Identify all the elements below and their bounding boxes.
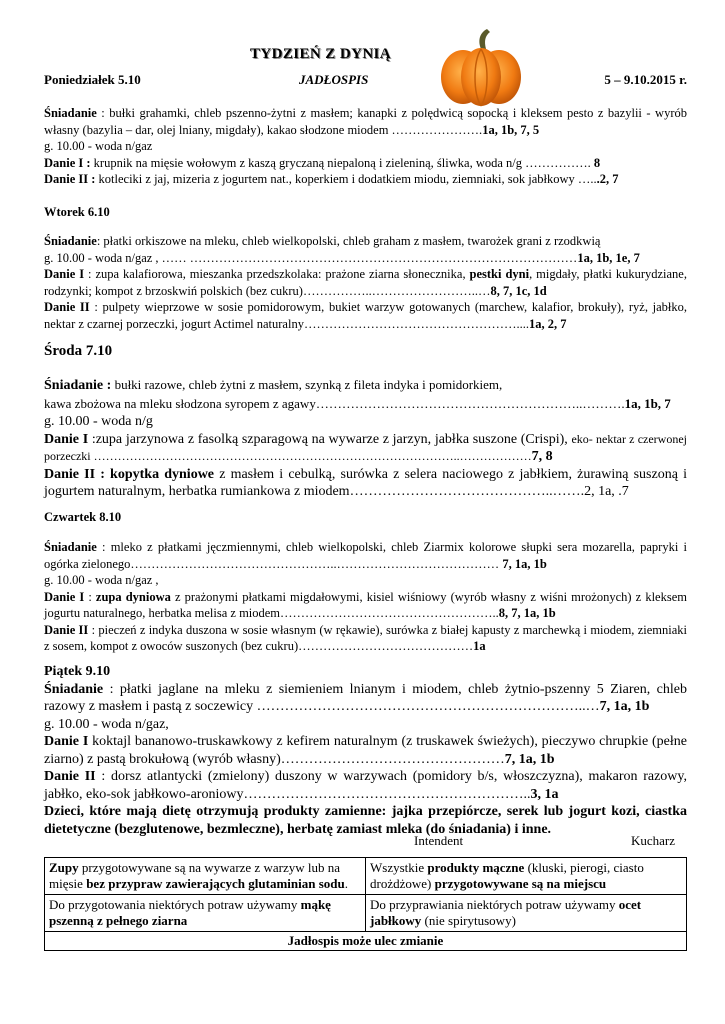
info-table — [44, 857, 687, 951]
thursday-snack: g. 10.00 - woda n/gaz , — [44, 573, 159, 587]
info-footer: Jadłospis może ulec zmianie — [45, 932, 687, 951]
diet-note: Dzieci, które mają dietę otrzymują produkty zamienne: jajka przepiórcze, serek lub jogurt kozi, ciastka dietetyczne (bezglutenowe, bezmleczne), herbatę zamiast mleka (do śniadania) i inne. — [44, 804, 687, 837]
wednesday-dish-2: Danie II : kopytka dyniowe z masłem i cebulką, surówka z selera naciowego z jabłkiem, żurawiną suszoną i jogurtem naturalnym, herbatka rumiankowa z miodem……………………………………..…….2, 1a, .7 — [44, 466, 687, 499]
signature-cook: Kucharz — [630, 833, 675, 848]
info-row-2 — [45, 895, 687, 932]
tuesday-dish-2: Danie II : pulpety wieprzowe w sosie pomidorowym, bukiet warzyw gotowanych (marchew, kalafior, brokuły), ryż, jabłko, nektar z czarnej porzeczki, jogurt Actimel naturalny……………………………………………....1a, 2, 7 — [44, 300, 687, 331]
title-area — [44, 0, 687, 80]
wednesday-dish-1: Danie I :zupa jarzynowa z fasolką szparagową na wywarze z jarzyn, jabłka suszone (Crispi), eko- nektar z czerwonej porzeczki ………………………………………………………………………………..………………7, 8 — [44, 431, 687, 464]
header-document-name: JADŁOSPIS — [299, 72, 369, 87]
info-cell-vinegar: Do przyprawiania niektórych potraw używamy ocet jabłkowy (nie spirytusowy) — [366, 895, 687, 932]
monday-dish-1: Danie I : krupnik na mięsie wołowym z kaszą gryczaną niepaloną i zieleniną, śliwka, woda n/g ……………. 8 — [44, 155, 601, 170]
tuesday-breakfast: Śniadanie: płatki orkiszowe na mleku, chleb wielkopolski, chleb graham z masłem, twarożek grani z rzodkwią — [44, 234, 601, 248]
monday-dish-2: Danie II : kotleciki z jaj, mizeria z jogurtem nat., koperkiem i dodatkiem miodu, ziemniaki, sok jabłkowy …...2, 7 — [44, 172, 619, 186]
info-cell-flour-products: Wszystkie produkty mączne (kluski, pierogi, ciasto drożdżowe) przygotowywane są na miejscu — [366, 858, 687, 895]
pumpkin-icon — [437, 27, 525, 109]
wednesday-snack: g. 10.00 - woda n/g — [44, 414, 153, 429]
thursday-menu — [44, 539, 687, 655]
header-dates: 5 – 9.10.2015 r. — [604, 72, 687, 87]
friday-dish-2: Danie II : dorsz atlantycki (zmielony) duszony w warzywach (pomidory b/s, włoszczyzna), makaron razowy, jabłko, eko-sok jabłkowo-aroniowy……………………………………………………..3, 1a — [44, 769, 687, 802]
tuesday-heading: Wtorek 6.10 — [44, 205, 110, 219]
signature-intendent: Intendent — [414, 833, 464, 848]
friday-heading: Piątek 9.10 — [44, 664, 111, 679]
tuesday-menu — [44, 233, 687, 332]
friday-breakfast: Śniadanie : płatki jaglane na mleku z siemieniem lnianym i miodem, chleb żytnio-pszenny 5 Ziaren, chleb razowy z masłem i pastą z soczewicy ……………………………………………………………..…7, 1a, 1b — [44, 681, 687, 714]
info-cell-flour: Do przygotowania niektórych potraw używamy mąkę pszenną z pełnego ziarna — [45, 895, 366, 932]
info-row-1 — [45, 858, 687, 895]
page-title: TYDZIEŃ Z DYNIĄ — [250, 46, 392, 62]
monday-snack: g. 10.00 - woda n/gaz — [44, 139, 153, 153]
tuesday-snack: g. 10.00 - woda n/gaz , …… …………………………………………………………………………………1a, 1b, 1e, 7 — [44, 250, 640, 265]
info-cell-soups: Zupy przygotowywane są na wywarze z warzyw lub na mięsie bez przypraw zawierających glutaminian sodu. — [45, 858, 366, 895]
wednesday-breakfast-2: kawa zbożowa na mleku słodzona syropem z agawy……………………………………………………..……….1a, 1b, 7 — [44, 395, 671, 411]
info-row-footer — [45, 932, 687, 951]
friday-snack: g. 10.00 - woda n/gaz, — [44, 716, 169, 732]
friday-dish-1: Danie I koktajl bananowo-truskawkowy z kefirem naturalnym (z truskawek świeżych), pieczywo chrupkie (pełne ziarno) z pastą brokułową (wyrób własny)…………………………………………7, 1a, 1b — [44, 734, 687, 767]
header-day: Poniedziałek 5.10 — [44, 72, 141, 87]
thursday-heading: Czwartek 8.10 — [44, 510, 122, 524]
friday-block — [44, 663, 687, 838]
header-row — [44, 72, 687, 90]
wednesday-menu — [44, 376, 687, 501]
wednesday-heading: Środa 7.10 — [44, 343, 113, 359]
thursday-breakfast: Śniadanie : mleko z płatkami jęczmiennymi, chleb wielkopolski, chleb Ziarmix kolorowe słupki sera mozarella, papryki i ogórka zielonego…………………………………………..………………………………… 7, 1a, 1b — [44, 540, 687, 571]
wednesday-block — [44, 343, 687, 361]
thursday-dish-1: Danie I : zupa dyniowa z prażonymi płatkami migdałowymi, kisiel wiśniowy (wyrób własny z wiśni mrożonych) z kleksem jogurtu naturalnego, herbatka melisa z miodem……………………………………………..8, 7, 1a, 1b — [44, 589, 687, 620]
thursday-dish-2: Danie II : pieczeń z indyka duszona w sosie własnym (w rękawie), surówka z białej kapusty z marchewką i miodem, ziemniaki z sosem, kompot z owoców suszonych (bez cukru)……………………………………1a — [44, 622, 688, 653]
tuesday-dish-1: Danie I : zupa kalafiorowa, mieszanka przedszkolaka: prażone ziarna słonecznika, pestki dyni, migdały, płatki kukurydziane, rodzynki; kompot z brzoskwiń polskich (bez cukru)……………..……………………..…8, 7, 1c, 1d — [44, 267, 687, 298]
thursday-block — [44, 509, 687, 526]
tuesday-block — [44, 204, 687, 221]
monday-breakfast: Śniadanie : bułki grahamki, chleb pszenno-żytni z masłem; kanapki z polędwicą sopocką i kleksem pesto z bazylii - wyrób własny (bazylia – dar, olej lniany, migdały), kakao słodzone miodem ………………….1a, 1b, 7, 5 — [44, 106, 687, 137]
wednesday-breakfast: Śniadanie : bułki razowe, chleb żytni z masłem, szynką z fileta indyka i pomidorkiem, — [44, 377, 503, 393]
monday-block — [44, 105, 687, 188]
